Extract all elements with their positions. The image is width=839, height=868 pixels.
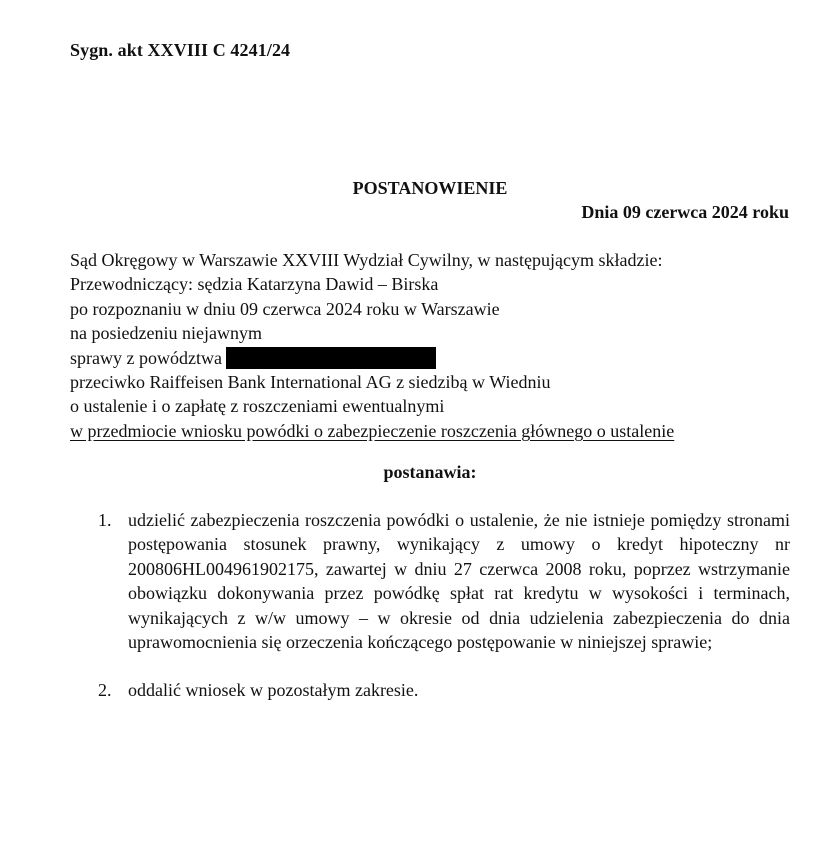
intro-plaintiff-label: sprawy z powództwa: [70, 347, 222, 368]
intro-defendant-line: przeciwko Raiffeisen Bank International AG z siedzibą w Wiedniu: [70, 372, 551, 393]
case-signature: Sygn. akt XXVIII C 4241/24: [70, 40, 291, 60]
decision-item-2: [98, 678, 790, 702]
decision-item-text: udzielić zabezpieczenia roszczenia powódki o ustalenie, że nie istnieje pomiędzy stronami postępowania stosunek prawny, wynikający z umowy o kredyt hipoteczny nr 200806HL004961902175, zawartej w dniu 27 czerwca 2008 roku, poprzez wstrzymanie obowiązku dokonywania przez powódkę spłat rat kredytu w wysokości i terminach, wynikających z w/w umowy – w okresie od dnia udzielenia zabezpieczenia do dnia uprawomocnienia się orzeczenia kończącego postępowanie w niniejszej sprawie;: [128, 510, 790, 653]
intro-presiding-judge-line: Przewodniczący: sędzia Katarzyna Dawid – Birska: [70, 274, 439, 295]
decision-item-number: 2.: [98, 680, 112, 701]
intro-subject-line: w przedmiocie wniosku powódki o zabezpieczenie roszczenia głównego o ustalenie: [70, 420, 675, 441]
intro-session-line: na posiedzeniu niejawnym: [70, 323, 262, 344]
decision-item-1: [98, 508, 790, 654]
document-date: Dnia 09 czerwca 2024 roku: [581, 202, 789, 222]
document-title: POSTANOWIENIE: [352, 178, 508, 198]
decision-item-number: 1.: [98, 510, 112, 530]
intro-claim-line: o ustalenie i o zapłatę z roszczeniami ewentualnymi: [70, 396, 445, 417]
decision-item-text: oddalić wniosek w pozostałym zakresie.: [128, 680, 419, 701]
decision-list: [98, 508, 790, 703]
intro-plaintiff-line: [70, 346, 800, 370]
intro-section: [70, 248, 800, 443]
redaction-bar: [226, 347, 436, 369]
decision-heading: postanawia:: [383, 462, 477, 482]
intro-court-line: Sąd Okręgowy w Warszawie XXVIII Wydział Cywilny, w następującym składzie:: [70, 250, 663, 270]
intro-hearing-line: po rozpoznaniu w dniu 09 czerwca 2024 roku w Warszawie: [70, 298, 500, 319]
